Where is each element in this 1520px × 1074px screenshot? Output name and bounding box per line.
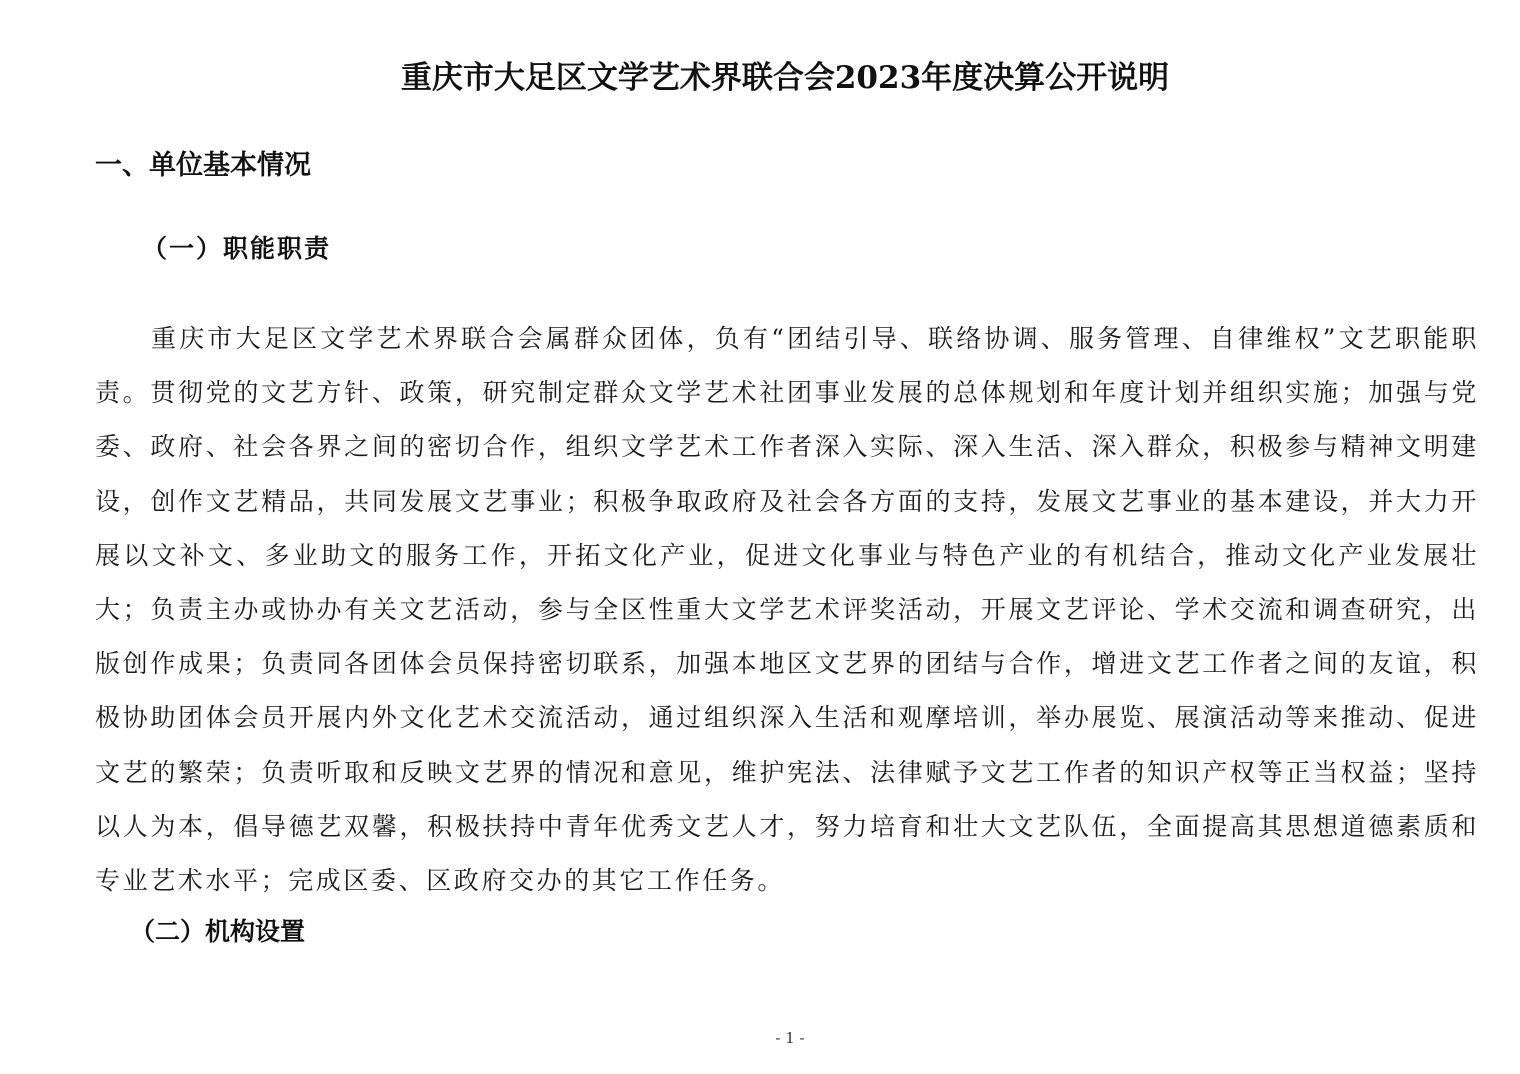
document-title: 重庆市大足区文学艺术界联合会2023年度决算公开说明 xyxy=(400,60,1170,96)
functions-paragraph: 重庆市大足区文学艺术界联合会属群众团体，负有“团结引导、联络协调、服务管理、自律维权”文艺职能职责。贯彻党的文艺方针、政策，研究制定群众文学艺术社团事业发展的总体规划和年度计划并组织实施；加强与党委、政府、社会各界之间的密切合作，组织文学艺术工作者深入实际、深入生活、深入群众，积极参与精神文明建设，创作文艺精品，共同发展文艺事业；积极争取政府及社会各方面的支持，发展文艺事业的基本建设，并大力开展以文补文、多业助文的服务工作，开拓文化产业，促进文化事业与特色产业的有机结合，推动文化产业发展壮大；负责主办或协办有关文艺活动，参与全区性重大文学艺术评奖活动，开展文艺评论、学术交流和调查研究，出版创作成果；负责同各团体会员保持密切联系，加强本地区文艺界的团结与合作，增进文艺工作者之间的友谊，积极协助团体会员开展内外文化艺术交流活动，通过组织深入生活和观摩培训，举办展览、展演活动等来推动、促进文艺的繁荣；负责听取和反映文艺界的情况和意见，维护宪法、法律赋予文艺工作者的知识产权等正当权益；坚持以人为本，倡导德艺双馨，积极扶持中青年优秀文艺人才，努力培育和壮大文艺队伍，全面提高其思想道德素质和专业艺术水平；完成区委、区政府交办的其它工作任务。 xyxy=(95,324,1479,896)
page-number: - 1 - xyxy=(775,1029,805,1047)
section-heading-basic-info: 一、单位基本情况 xyxy=(95,150,311,181)
subsection-heading-organization: （二）机构设置 xyxy=(130,917,306,946)
subsection-heading-functions: （一）职能职责 xyxy=(142,234,332,263)
